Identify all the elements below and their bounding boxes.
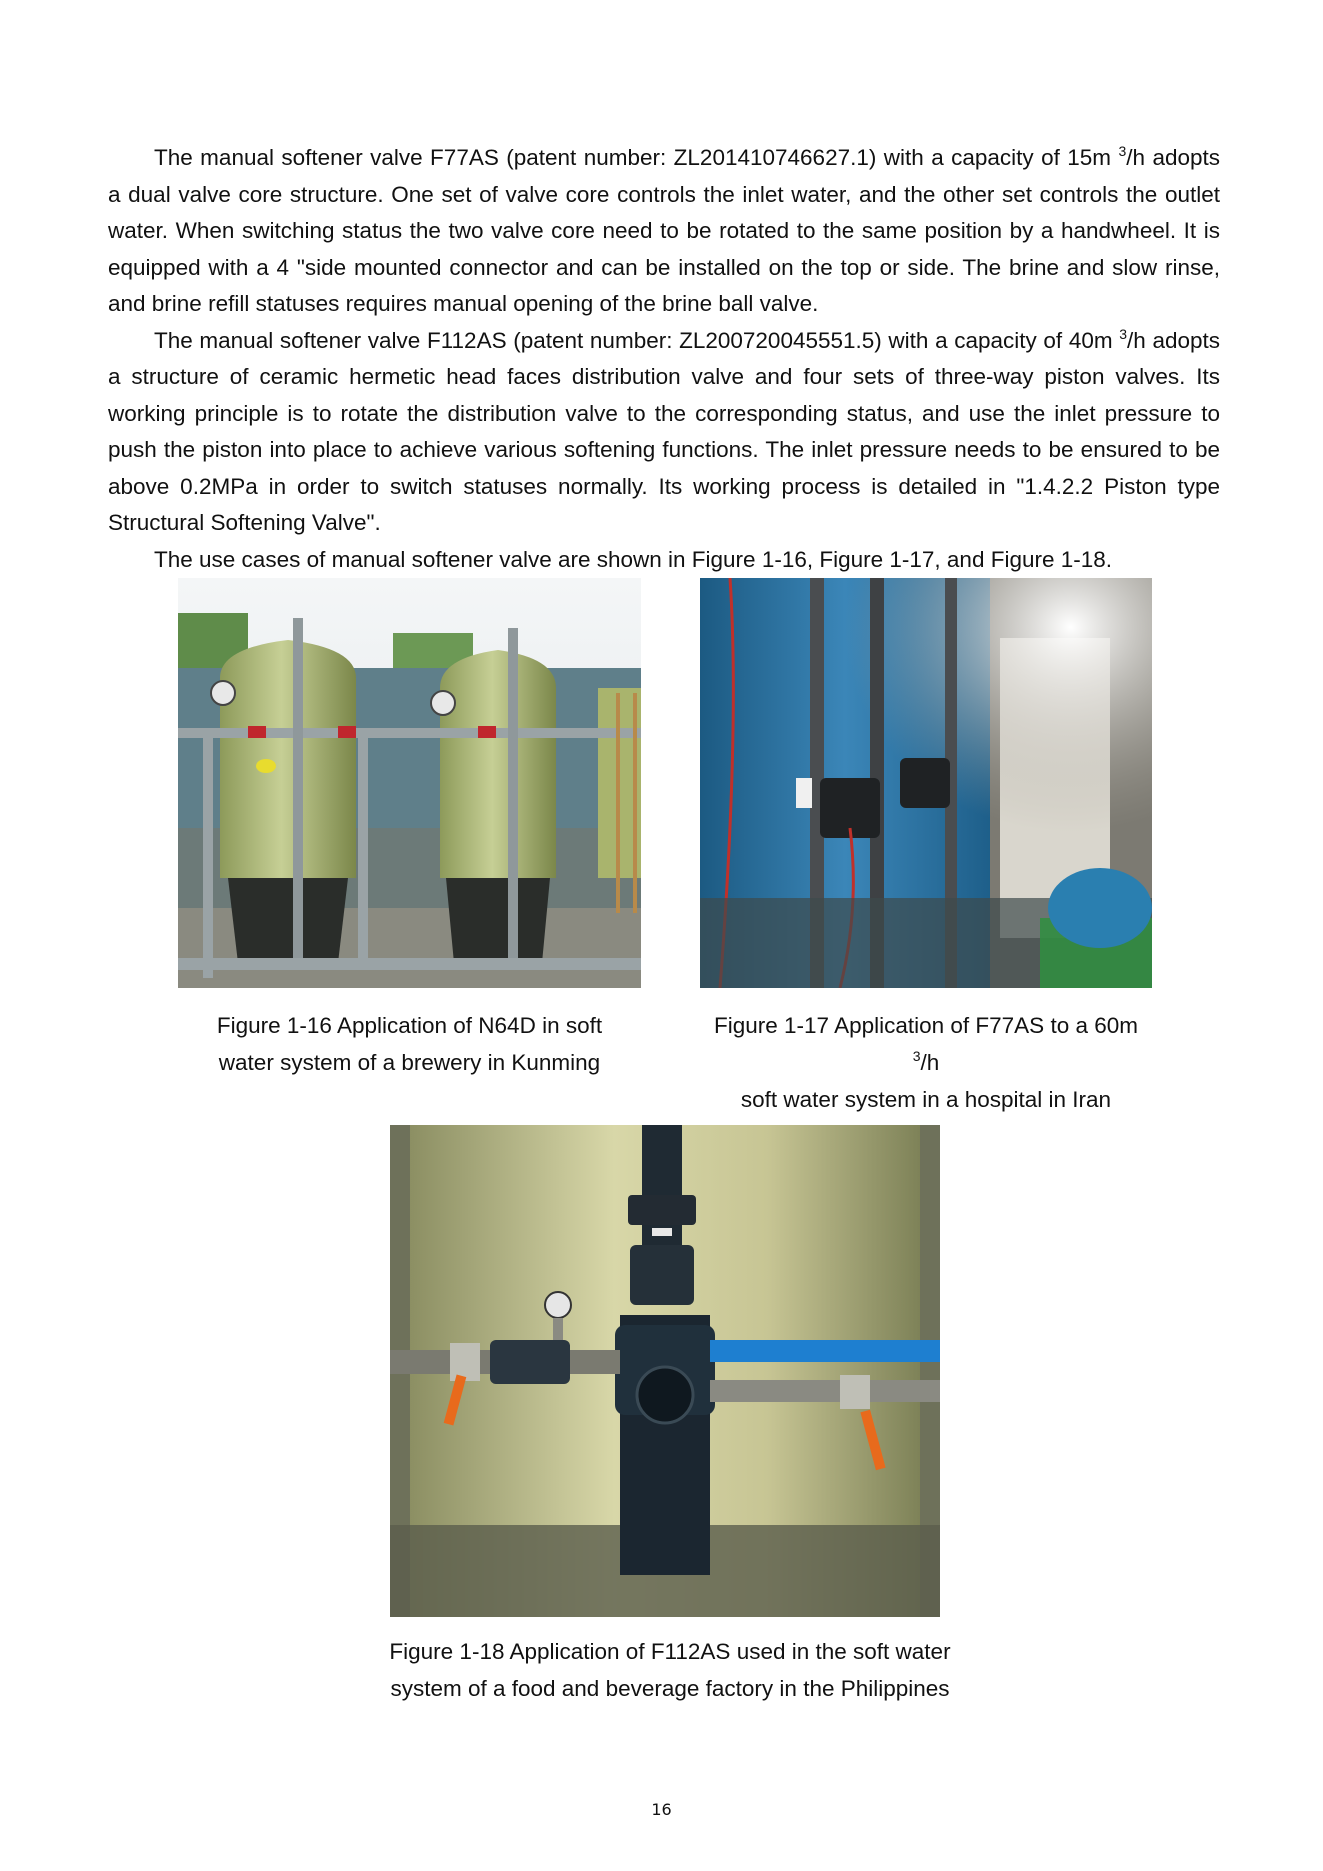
figure-1-18-photo xyxy=(390,1125,940,1617)
figure-1-16-caption: Figure 1-16 Application of N64D in soft water system of a brewery in Kunming xyxy=(216,1013,603,1075)
figure-1-17-photo xyxy=(700,578,1152,988)
body-text xyxy=(108,140,1220,578)
paragraph-f112as: The manual softener valve F112AS (patent number: ZL200720045551.5) with a capacity of 40m $^3$/h adopts a structure of ceramic hermetic head faces distribution valve and four sets of three-way piston valves. Its working principle is to rotate the distribution valve to the corresponding status, and use the inlet pressure to push the piston into place to achieve various softening functions. The inlet pressure needs to be ensured to be above 0.2MPa in order to switch statuses normally. Its working process is detailed in "1.4.2.2 Piston type Structural Softening Valve". xyxy=(108,325,1220,535)
paragraph-use-cases: The use cases of manual softener valve are shown in Figure 1-16, Figure 1-17, and Figure 1-18. xyxy=(154,546,1113,572)
figure-1-18-caption: Figure 1-18 Application of F112AS used in the soft water system of a food and beverage factory in the Philippines xyxy=(389,1639,951,1701)
page-number: 16 xyxy=(651,1800,672,1819)
paragraph-f77as: The manual softener valve F77AS (patent number: ZL201410746627.1) with a capacity of 15m $^3$/h adopts a dual valve core structure. One set of valve core controls the inlet water, and the other set controls the outlet water. When switching status the two valve core need to be rotated to the same position by a handwheel. It is equipped with a 4 "side mounted connector and can be installed on the top or side. The brine and slow rinse, and brine refill statuses requires manual opening of the brine ball valve. xyxy=(108,143,1221,316)
figure-1-16-photo xyxy=(178,578,641,988)
figure-1-17-caption: Figure 1-17 Application of F77AS to a 60m $^3$/h soft water system in a hospital in Iran xyxy=(714,1013,1138,1112)
